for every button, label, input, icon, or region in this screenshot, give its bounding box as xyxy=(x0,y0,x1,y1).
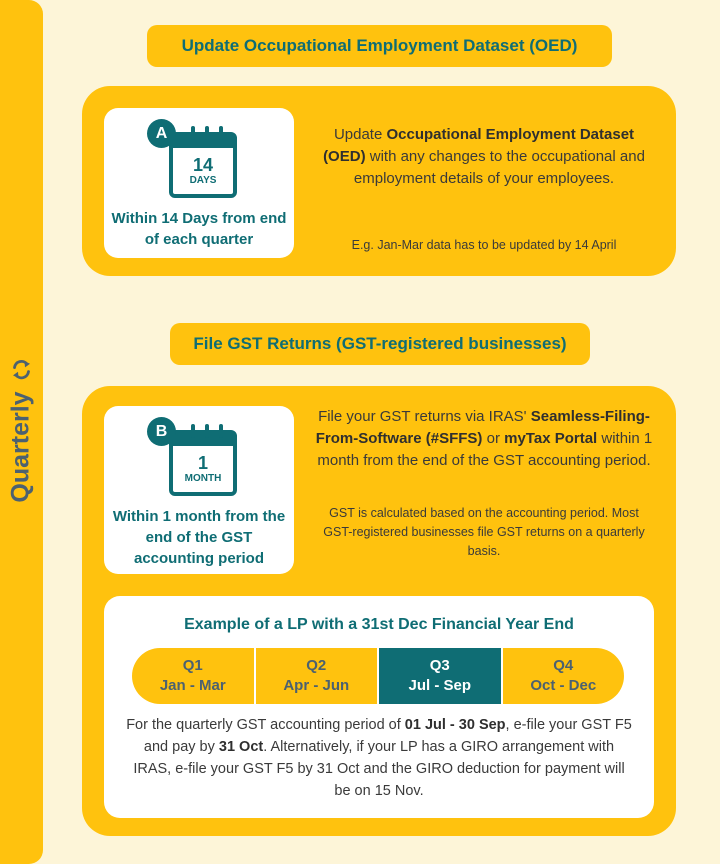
quarter-bar xyxy=(132,648,624,704)
oed-section-title: Update Occupational Employment Dataset (OED) xyxy=(147,25,612,67)
example-text-1: For the quarterly GST accounting period of xyxy=(126,717,405,733)
oed-deadline: Within 14 Days from end of each quarter xyxy=(111,210,287,248)
oed-description xyxy=(314,124,654,190)
oed-panel xyxy=(82,86,676,276)
calendar-number: 14 xyxy=(192,155,214,175)
calendar-icon xyxy=(149,120,249,200)
oed-desc-post: with any changes to the occupational and employment details of your employees. xyxy=(353,148,645,187)
quarter-range: Oct - Dec xyxy=(530,677,597,694)
example-due-date: 31 Oct xyxy=(218,739,264,755)
gst-description xyxy=(314,406,654,472)
side-band xyxy=(0,0,43,864)
quarter-range: Apr - Jun xyxy=(283,677,350,694)
quarter-q3 xyxy=(377,648,501,704)
example-period: 01 Jul - 30 Sep xyxy=(404,717,506,733)
step-badge-b: B xyxy=(147,417,176,446)
oed-desc-bold: Occupational Employment Dataset (OED) xyxy=(323,126,635,165)
oed-desc-pre: Update xyxy=(333,126,387,143)
quarter-name: Q4 xyxy=(553,657,574,674)
gst-note: GST is calculated based on the accounting period. Most GST-registered businesses file GST returns on a quarterly basis. xyxy=(323,506,645,558)
gst-desc-sffs: Seamless-Filing-From-Software (#SFFS) xyxy=(315,408,650,447)
calendar-number: 1 xyxy=(197,453,208,473)
oed-example-note: E.g. Jan-Mar data has to be updated by 14 April xyxy=(351,238,617,252)
example-text xyxy=(124,714,634,802)
calendar-icon xyxy=(149,418,249,498)
quarter-q4 xyxy=(501,648,625,704)
gst-section-title: File GST Returns (GST-registered businesses) xyxy=(170,323,590,365)
calendar-unit: DAYS xyxy=(189,175,217,186)
quarter-q1 xyxy=(132,648,254,704)
side-label-text: Quarterly xyxy=(6,391,35,503)
example-text-3: . Alternatively, if your LP has a GIRO arrangement with IRAS, e-file your GST F5 by 31 Oct and the GIRO deduction for payment will be on 15 Nov. xyxy=(133,739,625,799)
gst-panel xyxy=(82,386,676,836)
example-text-2: , e-file your GST F5 and pay by xyxy=(143,717,632,755)
quarter-range: Jul - Sep xyxy=(408,677,471,694)
side-label xyxy=(7,357,36,502)
gst-desc-post: within 1 month from the end of the GST accounting period. xyxy=(317,430,653,469)
quarter-range: Jan - Mar xyxy=(159,677,226,694)
calendar-unit: MONTH xyxy=(184,473,222,484)
gst-desc-pre: File your GST returns via IRAS' xyxy=(318,408,531,425)
quarter-q2 xyxy=(254,648,378,704)
gst-desc-mid: or xyxy=(482,430,505,447)
step-badge-a: A xyxy=(147,119,176,148)
quarter-name: Q1 xyxy=(182,657,203,674)
example-card xyxy=(104,596,654,818)
quarter-name: Q3 xyxy=(429,657,450,674)
quarter-name: Q2 xyxy=(306,657,327,674)
example-title: Example of a LP with a 31st Dec Financial Year End xyxy=(184,616,574,633)
refresh-icon xyxy=(9,357,33,381)
oed-deadline-card xyxy=(104,108,294,258)
gst-deadline-card xyxy=(104,406,294,574)
gst-deadline: Within 1 month from the end of the GST accounting period xyxy=(112,508,286,567)
gst-desc-mytax: myTax Portal xyxy=(504,430,598,447)
